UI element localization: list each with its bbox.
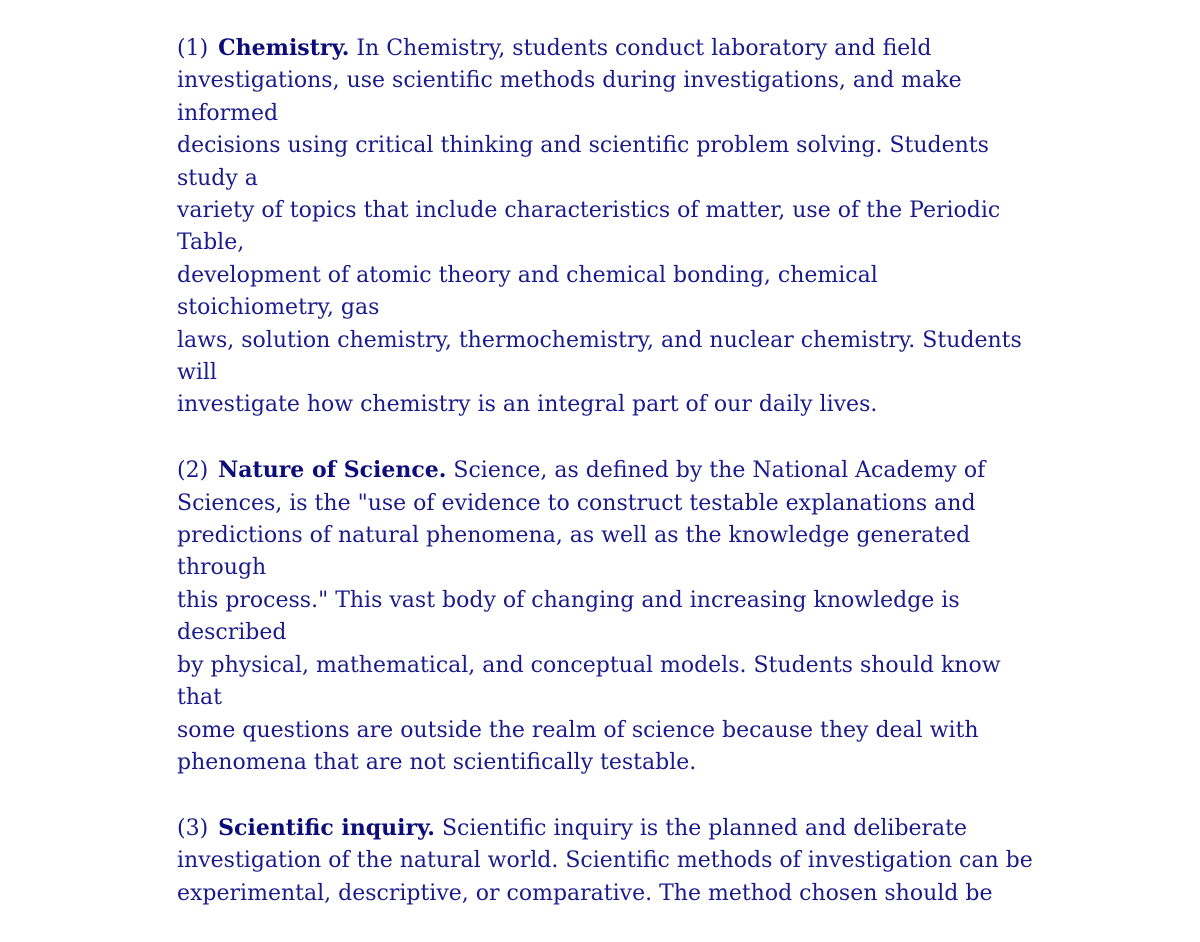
section-3 — [177, 812, 1037, 910]
section-number: (1) — [177, 36, 209, 61]
document-body — [177, 32, 1037, 942]
section-text: Scientific inquiry is the planned and deliberate investigation of the natural world. Scientific methods of investigation can be experimental, descriptive, or comparative. The method chosen should be — [177, 815, 1033, 906]
section-text: Science, as defined by the National Academy of Sciences, is the "use of evidence to construct testable explanations and predictions of natural phenomena, as well as the knowledge generated through this process." This vast body of changing and increasing knowledge is described by physical, mathematical, and conceptual models. Students should know that some questions are outside the realm of science because they deal with phenomena that are not scientifically testable. — [177, 458, 1001, 775]
section-heading: Nature of Science. — [218, 457, 447, 484]
section-heading: Scientific inquiry. — [218, 814, 435, 841]
section-1 — [177, 32, 1037, 422]
section-text: In Chemistry, students conduct laboratory and field investigations, use scientific methods during investigations, and make informed decisions using critical thinking and scientific problem solving. Students study a variety of topics that include characteristics of matter, use of the Periodic Table, development of atomic theory and chemical bonding, chemical stoichiometry, gas laws, solution chemistry, thermochemistry, and nuclear chemistry. Students will investigate how chemistry is an integral part of our daily lives. — [177, 36, 1022, 418]
section-2 — [177, 454, 1037, 779]
section-number: (3) — [177, 815, 209, 841]
section-heading: Chemistry. — [218, 35, 350, 61]
section-number: (2) — [177, 458, 209, 484]
